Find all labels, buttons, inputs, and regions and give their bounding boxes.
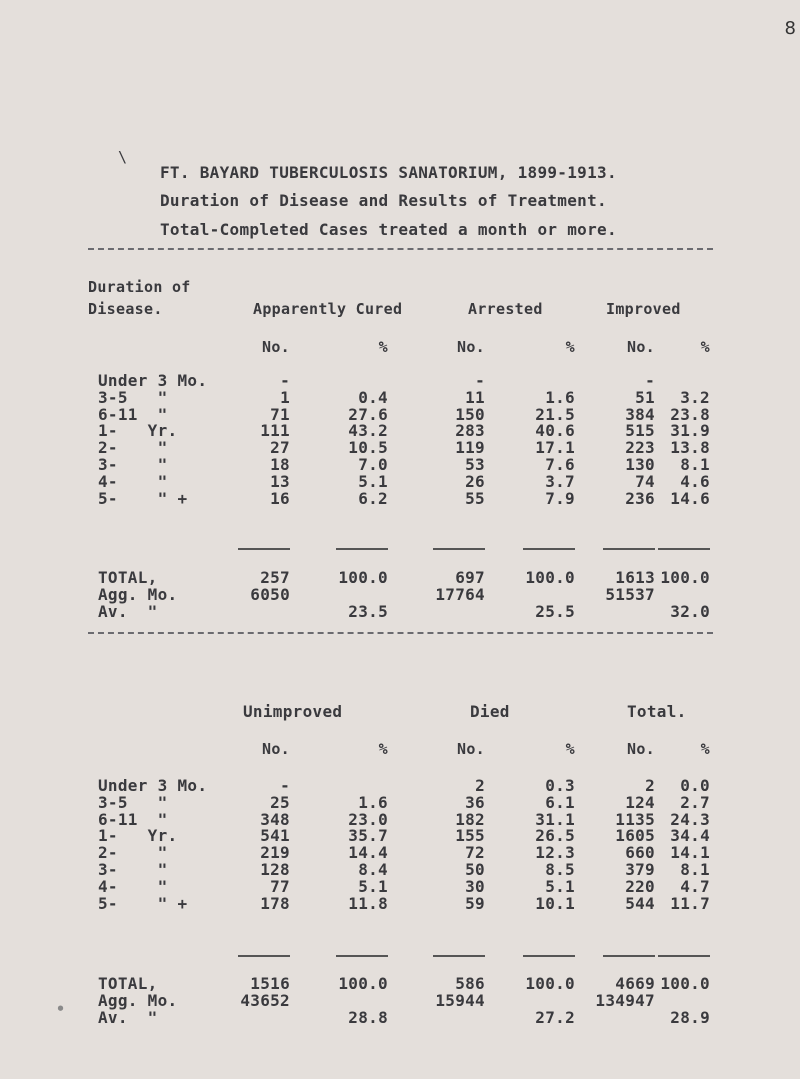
table-cell: 31.9 (670, 421, 710, 441)
column-header: % (378, 740, 388, 758)
table-cell: 11.7 (670, 893, 710, 913)
table-cell: 51 (635, 387, 655, 407)
row-label: Under 3 Mo. (98, 371, 208, 390)
column-header: % (378, 338, 388, 356)
total-row-label: Agg. Mo. (98, 584, 178, 604)
table-cell: 236 (625, 488, 655, 508)
total-cell: 28.8 (348, 1007, 388, 1027)
total-cell: 23.5 (348, 601, 388, 621)
ink-spot: • (56, 1000, 66, 1018)
total-rule (433, 955, 485, 957)
table-cell: 26 (465, 471, 485, 491)
row-label: 1- Yr. (98, 421, 178, 441)
total-cell: 1516 (250, 974, 290, 993)
row-label: 2- " (98, 438, 168, 458)
table-cell: 0.4 (358, 387, 388, 407)
total-row-label: Av. " (98, 601, 158, 621)
table-cell: 21.5 (535, 404, 575, 424)
table-cell: 34.4 (670, 826, 710, 846)
table-cell: 13.8 (670, 438, 710, 458)
table-cell: 26.5 (535, 826, 575, 846)
row-label-header-line-1: Duration of (88, 278, 191, 296)
table-cell: 220 (625, 876, 655, 896)
table-cell: 6.2 (358, 488, 388, 508)
total-cell: 586 (455, 974, 485, 993)
total-cell: 1613 (615, 568, 655, 587)
table-cell: 1135 (615, 809, 655, 829)
column-header: % (700, 740, 710, 758)
row-label: 4- " (98, 471, 168, 491)
table-cell: 0.0 (680, 776, 710, 795)
group-header: Arrested (468, 300, 543, 318)
table-cell: 384 (625, 404, 655, 424)
table-cell: 23.8 (670, 404, 710, 424)
table-cell: 53 (465, 455, 485, 474)
top-divider (88, 248, 713, 250)
group-header: Apparently Cured (253, 300, 403, 318)
table-cell: 0.3 (545, 776, 575, 795)
table-cell: 71 (270, 404, 290, 424)
table-cell: 14.6 (670, 488, 710, 508)
table-cell: 27.6 (348, 404, 388, 424)
document-caption: Total-Completed Cases treated a month or more. (160, 220, 617, 239)
total-row-label: Agg. Mo. (98, 990, 178, 1010)
total-row-label: TOTAL, (98, 974, 158, 993)
table-cell: 283 (455, 421, 485, 441)
table-cell: 43.2 (348, 421, 388, 441)
total-rule (523, 548, 575, 550)
margin-mark: \ (118, 148, 128, 166)
column-header: % (700, 338, 710, 356)
total-cell: 27.2 (535, 1007, 575, 1027)
table-cell: 660 (625, 843, 655, 863)
table-cell: 8.5 (545, 860, 575, 879)
total-cell: 15944 (435, 990, 485, 1010)
table-cell: 36 (465, 792, 485, 812)
table-cell: 128 (260, 860, 290, 879)
total-cell: 100.0 (660, 568, 710, 587)
column-header: No. (457, 740, 485, 758)
table-cell: 4.7 (680, 876, 710, 896)
total-cell: 100.0 (338, 974, 388, 993)
table-cell: 4.6 (680, 471, 710, 491)
column-header: No. (262, 740, 290, 758)
table-cell: 24.3 (670, 809, 710, 829)
table-cell: 11.8 (348, 893, 388, 913)
column-header: No. (457, 338, 485, 356)
table-cell: 155 (455, 826, 485, 846)
table-cell: 8.1 (680, 455, 710, 474)
table-cell: 515 (625, 421, 655, 441)
total-cell: 17764 (435, 584, 485, 604)
table-cell: 14.4 (348, 843, 388, 863)
table-cell: 7.0 (358, 455, 388, 474)
table-cell: 2 (645, 776, 655, 795)
table-cell: 40.6 (535, 421, 575, 441)
total-rule (603, 955, 655, 957)
table-cell: 1.6 (545, 387, 575, 407)
table-cell: 25 (270, 792, 290, 812)
table-cell: 17.1 (535, 438, 575, 458)
table-cell: 6.1 (545, 792, 575, 812)
table-cell: - (280, 776, 290, 795)
row-label: 5- " + (98, 893, 188, 913)
table-cell: 1605 (615, 826, 655, 846)
row-label: 3-5 " (98, 387, 168, 407)
total-rule (658, 955, 710, 957)
column-header: % (565, 740, 575, 758)
table-cell: 1.6 (358, 792, 388, 812)
middle-divider (88, 632, 713, 634)
table-cell: 7.6 (545, 455, 575, 474)
table-cell: 55 (465, 488, 485, 508)
table-cell: 77 (270, 876, 290, 896)
table-cell: 2.7 (680, 792, 710, 812)
total-row-label: TOTAL, (98, 568, 158, 587)
table-cell: 59 (465, 893, 485, 913)
table-cell: 23.0 (348, 809, 388, 829)
table-cell: 7.9 (545, 488, 575, 508)
total-cell: 100.0 (660, 974, 710, 993)
table-cell: 30 (465, 876, 485, 896)
table-cell: 182 (455, 809, 485, 829)
total-rule (658, 548, 710, 550)
total-cell: 257 (260, 568, 290, 587)
table-cell: 10.1 (535, 893, 575, 913)
total-rule (433, 548, 485, 550)
table-cell: 16 (270, 488, 290, 508)
total-rule (238, 548, 290, 550)
row-label: Under 3 Mo. (98, 776, 208, 795)
table-cell: 14.1 (670, 843, 710, 863)
document-subtitle: Duration of Disease and Results of Treatment. (160, 191, 607, 210)
group-header: Died (470, 702, 510, 721)
table-cell: 13 (270, 471, 290, 491)
table-cell: 219 (260, 843, 290, 863)
table-cell: 544 (625, 893, 655, 913)
table-cell: 5.1 (545, 876, 575, 896)
table-cell: - (280, 371, 290, 390)
total-cell: 100.0 (338, 568, 388, 587)
table-cell: 541 (260, 826, 290, 846)
table-cell: 119 (455, 438, 485, 458)
group-header: Improved (606, 300, 681, 318)
total-rule (603, 548, 655, 550)
total-cell: 25.5 (535, 601, 575, 621)
total-cell: 100.0 (525, 568, 575, 587)
table-cell: 8.1 (680, 860, 710, 879)
table-cell: 124 (625, 792, 655, 812)
table-cell: 111 (260, 421, 290, 441)
table-cell: 10.5 (348, 438, 388, 458)
table-cell: 72 (465, 843, 485, 863)
table-cell: 8.4 (358, 860, 388, 879)
row-label: 3- " (98, 455, 168, 474)
total-rule (336, 955, 388, 957)
total-cell: 32.0 (670, 601, 710, 621)
row-label: 2- " (98, 843, 168, 863)
row-label: 3-5 " (98, 792, 168, 812)
total-cell: 6050 (250, 584, 290, 604)
row-label: 4- " (98, 876, 168, 896)
table-cell: 74 (635, 471, 655, 491)
row-label-header-line-2: Disease. (88, 300, 163, 318)
table-cell: 348 (260, 809, 290, 829)
table-cell: 178 (260, 893, 290, 913)
row-label: 1- Yr. (98, 826, 178, 846)
total-row-label: Av. " (98, 1007, 158, 1027)
total-cell: 51537 (605, 584, 655, 604)
row-label: 6-11 " (98, 809, 168, 829)
row-label: 6-11 " (98, 404, 168, 424)
table-cell: - (645, 371, 655, 390)
total-cell: 134947 (595, 990, 655, 1010)
total-rule (238, 955, 290, 957)
table-cell: 35.7 (348, 826, 388, 846)
table-cell: 130 (625, 455, 655, 474)
total-rule (523, 955, 575, 957)
total-cell: 43652 (240, 990, 290, 1010)
row-label: 3- " (98, 860, 168, 879)
table-cell: 1 (280, 387, 290, 407)
table-cell: 3.7 (545, 471, 575, 491)
table-cell: 150 (455, 404, 485, 424)
document-title: FT. BAYARD TUBERCULOSIS SANATORIUM, 1899-1913. (160, 163, 617, 182)
total-rule (336, 548, 388, 550)
row-label: 5- " + (98, 488, 188, 508)
table-cell: 379 (625, 860, 655, 879)
group-header: Total. (627, 702, 687, 721)
table-cell: 12.3 (535, 843, 575, 863)
table-cell: 5.1 (358, 471, 388, 491)
table-cell: 2 (475, 776, 485, 795)
table-cell: - (475, 371, 485, 390)
column-header: % (565, 338, 575, 356)
column-header: No. (627, 338, 655, 356)
group-header: Unimproved (243, 702, 343, 721)
table-cell: 5.1 (358, 876, 388, 896)
table-cell: 27 (270, 438, 290, 458)
table-cell: 31.1 (535, 809, 575, 829)
total-cell: 4669 (615, 974, 655, 993)
total-cell: 697 (455, 568, 485, 587)
total-cell: 28.9 (670, 1007, 710, 1027)
page-number: 8 (784, 18, 796, 39)
table-cell: 50 (465, 860, 485, 879)
total-cell: 100.0 (525, 974, 575, 993)
table-cell: 18 (270, 455, 290, 474)
column-header: No. (627, 740, 655, 758)
table-cell: 11 (465, 387, 485, 407)
table-cell: 3.2 (680, 387, 710, 407)
table-cell: 223 (625, 438, 655, 458)
column-header: No. (262, 338, 290, 356)
